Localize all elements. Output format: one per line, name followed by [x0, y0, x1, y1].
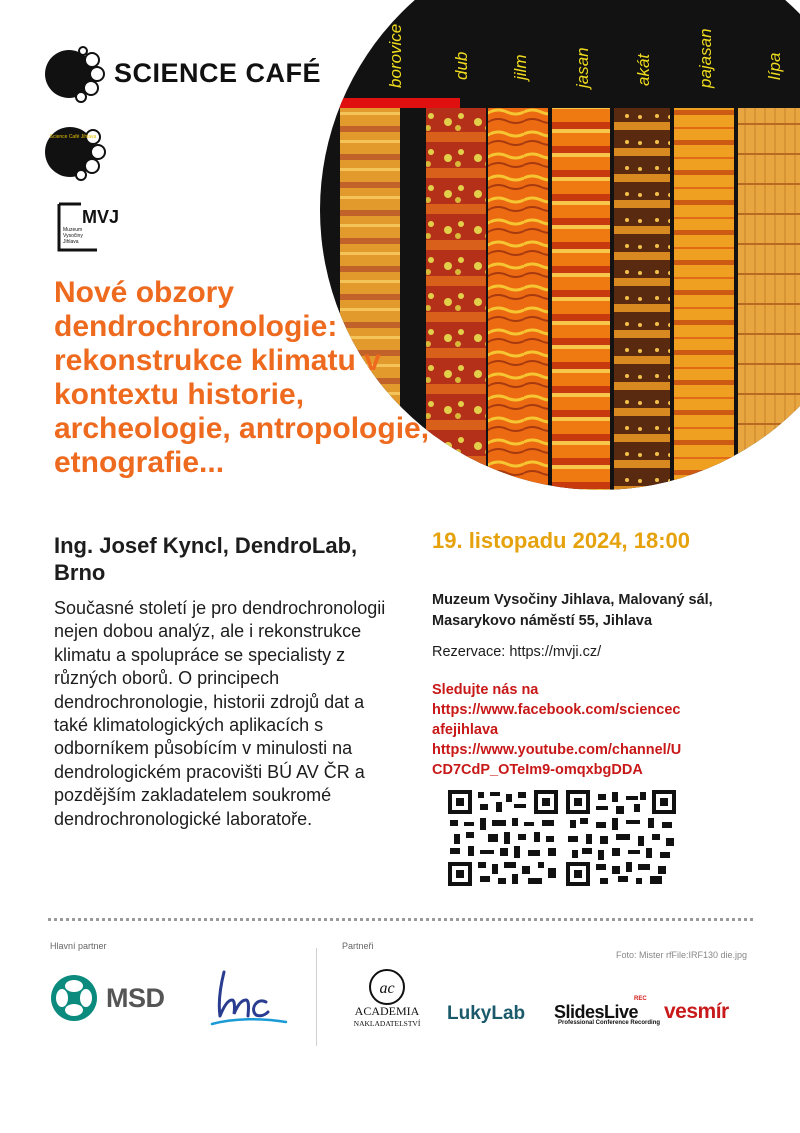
science-cafe-logo-icon: [45, 45, 105, 103]
youtube-qr-code-icon[interactable]: [566, 790, 676, 886]
wood-label-dub: dub: [452, 51, 471, 80]
photo-credit: Foto: Mister rfFile:IRF130 die.jpg: [616, 950, 748, 960]
event-title: Nové obzory dendrochronologie: rekonstrukce klimatu v kontextu historie, archeologie, antropologie, etnografie...: [54, 276, 430, 479]
event-date: 19. listopadu 2024, 18:00: [432, 528, 691, 553]
facebook-link-line1[interactable]: https://www.facebook.com/sciencec: [432, 702, 681, 718]
slideslive-rec-badge: REC: [634, 996, 647, 1002]
event-description: Současné století je pro dendrochronologii nejen dobou analýz, ale i rekonstrukce klimatu a spolupráce se specialisty z různých oborů. O principech dendrochronologie, historii zdrojů dat a také klimatologických aplikacích s odborníkem působícím v minulosti na dendrologickém pracovišti BÚ AV ČR a pozdějším zakladatelem soukromé dendrochronologické laboratoře.: [54, 598, 386, 829]
science-cafe-jihlava-logo-icon: [44, 120, 106, 182]
slideslive-tagline: Professional Conference Recording: [558, 1020, 661, 1026]
red-accent-bar: [320, 98, 460, 108]
msd-logo-text: MSD: [106, 983, 165, 1013]
follow-title: Sledujte nás na: [432, 682, 539, 698]
social-links: [432, 680, 732, 780]
youtube-link-line1[interactable]: https://www.youtube.com/channel/U: [432, 742, 682, 758]
facebook-link-line2[interactable]: afejihlava: [432, 722, 499, 738]
wood-label-jilm: jilm: [511, 54, 530, 80]
academia-logo-icon: [366, 968, 408, 1006]
partners-label: Partneři: [342, 941, 374, 951]
main-partner-label: Hlavní partner: [50, 941, 107, 951]
wood-label-lipa: lípa: [765, 52, 784, 80]
reservation-link[interactable]: Rezervace: https://mvji.cz/: [432, 644, 602, 660]
museum-logo-title: MVJ: [82, 207, 120, 227]
science-cafe-jihlava-logo-text: Science Café Jihlava: [49, 134, 97, 140]
youtube-link-line2[interactable]: CD7CdP_OTeIm9-omqxbgDDA: [432, 762, 643, 778]
msd-logo-icon: [50, 974, 98, 1022]
facebook-qr-code-icon[interactable]: [448, 790, 558, 886]
svg-text:ac: ac: [379, 980, 395, 997]
museum-logo-small-text: Muzeum Vysočiny Jihlava: [63, 227, 83, 245]
event-speaker: Ing. Josef Kyncl, DendroLab, Brno: [54, 533, 358, 585]
partner-divider: [316, 948, 317, 1046]
vesmir-logo: vesmír: [664, 1000, 729, 1023]
dotted-divider: [48, 918, 753, 921]
brand-title: SCIENCE CAFÉ: [114, 58, 322, 88]
wood-label-jasan: jasan: [573, 47, 592, 88]
academia-logo-subtext: NAKLADATELSTVÍ: [353, 1019, 421, 1028]
event-venue: Muzeum Vysočiny Jihlava, Malovaný sál, Masarykovo náměstí 55, Jihlava: [432, 592, 713, 629]
academia-logo-text: ACADEMIA: [354, 1004, 420, 1018]
lukylab-logo: LukyLab: [447, 1003, 526, 1024]
wood-label-akat: akát: [634, 53, 653, 86]
slideslive-logo: SlidesLive: [554, 1002, 639, 1022]
wood-label-borovice: borovice: [386, 23, 405, 88]
lmc-logo-icon: [210, 966, 288, 1028]
wood-label-pajasan: pajasan: [696, 28, 715, 88]
